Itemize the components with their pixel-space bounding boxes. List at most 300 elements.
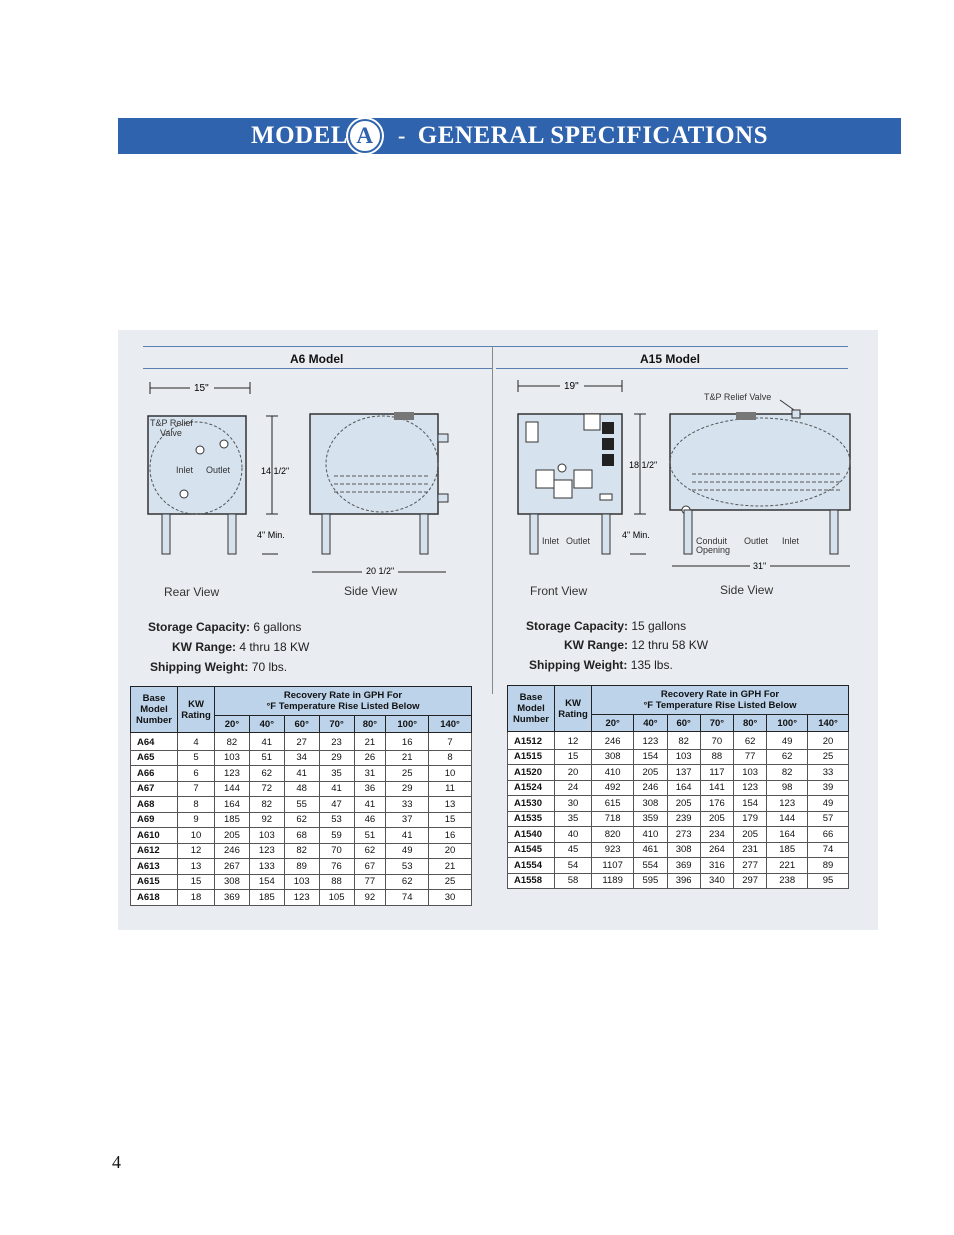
- a6-kw-cell: 9: [178, 812, 215, 828]
- a15-rate-cell: 718: [592, 811, 634, 827]
- a15-temp-header: 100°: [767, 715, 808, 732]
- title-banner: [118, 118, 901, 154]
- a15-side-leg-right: [830, 510, 838, 554]
- a15-rate-cell: 246: [592, 732, 634, 750]
- a15-rate-cell: 144: [767, 811, 808, 827]
- a15-model-cell: A1554: [508, 858, 555, 874]
- a6-rate-cell: 62: [354, 843, 386, 859]
- a15-rate-cell: 308: [592, 749, 634, 765]
- a15-rate-cell: 176: [700, 796, 733, 812]
- a15-temp-header: 70°: [700, 715, 733, 732]
- a6-model-cell: A613: [131, 859, 178, 875]
- a6-rate-cell: 103: [249, 828, 284, 844]
- a6-model-cell: A618: [131, 890, 178, 906]
- a15-rate-cell: 82: [767, 765, 808, 781]
- a15-kw-cell: 35: [555, 811, 592, 827]
- a6-rear-leg-left: [162, 514, 170, 554]
- a6-rate-cell: 21: [429, 859, 472, 875]
- a15-rate-cell: 308: [634, 796, 667, 812]
- a6-rate-cell: 72: [249, 781, 284, 797]
- a15-rate-cell: 277: [734, 858, 767, 874]
- a6-table-row: [131, 766, 472, 782]
- a15-table-row: [508, 842, 849, 858]
- a15-rate-cell: 123: [734, 780, 767, 796]
- a6-temp-header: 140°: [429, 716, 472, 733]
- a6-side-leg-left: [322, 514, 330, 554]
- a6-width-dimension: [150, 381, 250, 394]
- a15-rate-cell: 103: [734, 765, 767, 781]
- a15-side-leg-left: [684, 510, 692, 554]
- a15-kw-range: KW Range: 12 thru 58 KW: [564, 638, 709, 652]
- a6-rate-cell: 103: [284, 874, 319, 890]
- header-top-rule: [143, 346, 848, 347]
- a15-drawing: [496, 370, 878, 610]
- a6-rate-cell: 41: [354, 797, 386, 813]
- a6-model-cell: A64: [131, 733, 178, 751]
- a6-recovery-table: [130, 686, 472, 906]
- a6-rate-cell: 47: [319, 797, 354, 813]
- a15-rate-cell: 492: [592, 780, 634, 796]
- a15-model-cell: A1524: [508, 780, 555, 796]
- a15-rate-cell: 231: [734, 842, 767, 858]
- a15-front-leg-left: [530, 514, 538, 554]
- a15-rate-cell: 57: [808, 811, 849, 827]
- a15-table-row: [508, 780, 849, 796]
- a6-rate-cell: 25: [386, 766, 429, 782]
- banner-specs-word: GENERAL SPECIFICATIONS: [417, 122, 768, 149]
- a6-rate-cell: 41: [319, 781, 354, 797]
- a6-rate-cell: 369: [215, 890, 250, 906]
- a15-temp-header: 40°: [634, 715, 667, 732]
- a6-rate-cell: 55: [284, 797, 319, 813]
- a6-rate-cell: 185: [249, 890, 284, 906]
- a6-rate-cell: 23: [319, 733, 354, 751]
- a15-kw-cell: 40: [555, 827, 592, 843]
- a15-kw-cell: 15: [555, 749, 592, 765]
- a6-rate-cell: 123: [215, 766, 250, 782]
- a6-rate-cell: 133: [249, 859, 284, 875]
- a15-rate-cell: 62: [767, 749, 808, 765]
- a15-rate-cell: 82: [667, 732, 700, 750]
- a6-rate-cell: 92: [354, 890, 386, 906]
- a6-shipping-weight: Shipping Weight: 70 lbs.: [150, 660, 288, 674]
- a15-depth-label: 31": [753, 561, 767, 571]
- a15-table-row: [508, 858, 849, 874]
- a15-side-vent: [736, 412, 756, 420]
- a6-rate-cell: 51: [249, 750, 284, 766]
- a15-side-view-label: Side View: [720, 583, 774, 597]
- a15-height-label: 18 1/2": [629, 460, 658, 470]
- a15-rate-cell: 595: [634, 873, 667, 889]
- a15-rate-cell: 239: [667, 811, 700, 827]
- a15-rate-cell: 154: [734, 796, 767, 812]
- a6-rear-leg-right: [228, 514, 236, 554]
- a6-rate-cell: 77: [354, 874, 386, 890]
- a15-rate-cell: 95: [808, 873, 849, 889]
- a15-rate-cell: 369: [667, 858, 700, 874]
- a6-table-row: [131, 843, 472, 859]
- a6-rate-cell: 26: [354, 750, 386, 766]
- a15-rate-cell: 205: [667, 796, 700, 812]
- a15-table-row: [508, 749, 849, 765]
- a15-model-cell: A1535: [508, 811, 555, 827]
- a6-rate-cell: 16: [386, 733, 429, 751]
- a15-temp-header: 80°: [734, 715, 767, 732]
- a6-kw-cell: 10: [178, 828, 215, 844]
- a15-model-cell: A1545: [508, 842, 555, 858]
- a15-side-inlet-label: Inlet: [782, 536, 800, 546]
- a6-drawing: [118, 370, 492, 610]
- a6-rate-cell: 267: [215, 859, 250, 875]
- banner-title: [251, 121, 768, 151]
- a15-rate-cell: 264: [700, 842, 733, 858]
- a15-rate-cell: 205: [700, 811, 733, 827]
- a15-conduit-label: Conduit: [696, 536, 728, 546]
- a6-rate-cell: 41: [284, 766, 319, 782]
- a6-rate-cell: 33: [386, 797, 429, 813]
- a15-front-element-2: [554, 480, 572, 498]
- a6-kw-cell: 6: [178, 766, 215, 782]
- a15-table-row: [508, 811, 849, 827]
- a6-rate-cell: 185: [215, 812, 250, 828]
- a15-kw-cell: 24: [555, 780, 592, 796]
- a15-model-cell: A1515: [508, 749, 555, 765]
- a6-rate-cell: 13: [429, 797, 472, 813]
- a15-front-contactor-1: [602, 422, 614, 434]
- a6-header-bottom-rule: [143, 368, 492, 369]
- a15-rate-cell: 98: [767, 780, 808, 796]
- a6-rate-cell: 11: [429, 781, 472, 797]
- a6-table-row: [131, 781, 472, 797]
- a6-rate-cell: 30: [429, 890, 472, 906]
- a15-kw-cell: 58: [555, 873, 592, 889]
- a6-rate-cell: 51: [354, 828, 386, 844]
- a6-temp-header: 60°: [284, 716, 319, 733]
- a6-side-pipe-top: [438, 434, 448, 442]
- a6-rate-cell: 82: [215, 733, 250, 751]
- a15-rate-cell: 273: [667, 827, 700, 843]
- spec-panel: [118, 330, 878, 930]
- a6-table-row: [131, 890, 472, 906]
- a15-rate-cell: 1107: [592, 858, 634, 874]
- a6-rate-cell: 7: [429, 733, 472, 751]
- a15-rate-cell: 154: [634, 749, 667, 765]
- a6-temp-header: 40°: [249, 716, 284, 733]
- a6-inlet-label: Inlet: [176, 465, 194, 475]
- a15-kw-cell: 45: [555, 842, 592, 858]
- a15-table-row: [508, 796, 849, 812]
- a6-rate-cell: 21: [386, 750, 429, 766]
- a15-model-title: A15 Model: [640, 352, 701, 366]
- a6-tp-relief-label: T&P Relief: [150, 418, 193, 428]
- a6-rate-cell: 205: [215, 828, 250, 844]
- a15-front-switch: [526, 422, 538, 442]
- a6-model-cell: A612: [131, 843, 178, 859]
- a15-rate-cell: 410: [592, 765, 634, 781]
- a15-front-contactor-3: [602, 454, 614, 466]
- a15-rate-cell: 308: [667, 842, 700, 858]
- a6-kw-cell: 13: [178, 859, 215, 875]
- a6-kw-cell: 18: [178, 890, 215, 906]
- a6-inlet-port: [180, 490, 188, 498]
- a15-rate-cell: 89: [808, 858, 849, 874]
- a6-recovery-header: Recovery Rate in GPH For °F Temperature Rise Listed Below: [215, 687, 472, 716]
- a6-model-title: A6 Model: [290, 352, 344, 366]
- a15-rate-cell: 923: [592, 842, 634, 858]
- a6-rate-cell: 53: [319, 812, 354, 828]
- a15-rate-cell: 123: [767, 796, 808, 812]
- a6-model-cell: A610: [131, 828, 178, 844]
- a15-table-row: [508, 827, 849, 843]
- a6-rate-cell: 144: [215, 781, 250, 797]
- a6-temp-header: 80°: [354, 716, 386, 733]
- column-divider: [492, 346, 493, 694]
- a6-rate-cell: 35: [319, 766, 354, 782]
- model-a-badge: A: [350, 121, 380, 151]
- a6-rate-cell: 21: [354, 733, 386, 751]
- a15-side-outlet-label: Outlet: [744, 536, 769, 546]
- a6-kw-cell: 12: [178, 843, 215, 859]
- a6-side-pipe-bottom: [438, 494, 448, 502]
- a15-model-cell: A1540: [508, 827, 555, 843]
- a6-table-row: [131, 797, 472, 813]
- a15-rate-cell: 164: [667, 780, 700, 796]
- a15-rate-cell: 179: [734, 811, 767, 827]
- a6-rate-cell: 74: [386, 890, 429, 906]
- a6-rate-cell: 37: [386, 812, 429, 828]
- a15-model-cell: A1558: [508, 873, 555, 889]
- a6-model-cell: A66: [131, 766, 178, 782]
- a6-rate-cell: 46: [354, 812, 386, 828]
- a6-side-view-label: Side View: [344, 584, 398, 598]
- a15-model-cell: A1530: [508, 796, 555, 812]
- a15-rate-cell: 205: [634, 765, 667, 781]
- a15-front-inlet-label: Inlet: [542, 536, 560, 546]
- a15-side-relief-valve: [792, 410, 800, 418]
- a6-kw-cell: 15: [178, 874, 215, 890]
- a15-header-bottom-rule: [496, 368, 848, 369]
- a15-rate-cell: 49: [767, 732, 808, 750]
- a15-rate-cell: 74: [808, 842, 849, 858]
- a15-rate-cell: 70: [700, 732, 733, 750]
- a6-rate-cell: 164: [215, 797, 250, 813]
- a15-rate-cell: 615: [592, 796, 634, 812]
- a15-rate-cell: 25: [808, 749, 849, 765]
- a15-rate-cell: 340: [700, 873, 733, 889]
- a6-temp-header: 100°: [386, 716, 429, 733]
- a15-rate-cell: 88: [700, 749, 733, 765]
- a15-side-body: [670, 414, 850, 510]
- a15-rate-cell: 205: [734, 827, 767, 843]
- a15-kw-cell: 20: [555, 765, 592, 781]
- a6-rate-cell: 53: [386, 859, 429, 875]
- a15-front-element-3: [574, 470, 592, 488]
- a6-height-label: 14 1/2": [261, 466, 290, 476]
- a15-rate-cell: 33: [808, 765, 849, 781]
- a15-front-thermostat: [558, 464, 566, 472]
- a15-front-view-label: Front View: [530, 584, 588, 598]
- a6-rate-cell: 123: [284, 890, 319, 906]
- a15-front-element-1: [536, 470, 554, 488]
- a15-rate-cell: 20: [808, 732, 849, 750]
- a15-model-cell: A1520: [508, 765, 555, 781]
- a15-temp-header: 60°: [667, 715, 700, 732]
- a15-front-indicator: [600, 494, 612, 500]
- a6-table-row: [131, 750, 472, 766]
- a6-rate-cell: 20: [429, 843, 472, 859]
- a6-relief-valve-port: [196, 446, 204, 454]
- a6-rate-cell: 88: [319, 874, 354, 890]
- a6-rate-cell: 154: [249, 874, 284, 890]
- a15-rate-cell: 103: [667, 749, 700, 765]
- a15-shipping-weight: Shipping Weight: 135 lbs.: [529, 658, 673, 672]
- a15-temp-header: 140°: [808, 715, 849, 732]
- a6-rate-cell: 82: [284, 843, 319, 859]
- a15-rate-cell: 137: [667, 765, 700, 781]
- a15-depth-dimension: [672, 559, 850, 572]
- a6-rate-cell: 49: [386, 843, 429, 859]
- banner-dash: -: [397, 123, 406, 148]
- a6-rate-cell: 308: [215, 874, 250, 890]
- a15-rate-cell: 246: [634, 780, 667, 796]
- a6-rate-cell: 15: [429, 812, 472, 828]
- a6-depth-dimension: [312, 564, 446, 577]
- a15-table-row: [508, 732, 849, 750]
- a15-opening-label: Opening: [696, 545, 731, 555]
- a15-rate-cell: 396: [667, 873, 700, 889]
- page-number: 4: [112, 1152, 121, 1172]
- a6-rate-cell: 41: [249, 733, 284, 751]
- a15-front-outlet-label: Outlet: [566, 536, 591, 546]
- a6-rate-cell: 68: [284, 828, 319, 844]
- a6-rate-cell: 48: [284, 781, 319, 797]
- a6-height-dimension: [257, 416, 289, 554]
- a6-temp-header: 70°: [319, 716, 354, 733]
- a6-kw-cell: 4: [178, 733, 215, 751]
- a15-rate-cell: 221: [767, 858, 808, 874]
- a6-rate-cell: 31: [354, 766, 386, 782]
- a15-rate-cell: 820: [592, 827, 634, 843]
- a15-rate-cell: 359: [634, 811, 667, 827]
- a6-min-clearance-label: 4" Min.: [257, 530, 285, 540]
- a15-kw-rating-header: KW Rating: [555, 686, 592, 732]
- a6-rear-view-label: Rear View: [164, 585, 220, 599]
- a6-rate-cell: 89: [284, 859, 319, 875]
- a15-kw-cell: 54: [555, 858, 592, 874]
- a6-rate-cell: 103: [215, 750, 250, 766]
- a6-outlet-label: Outlet: [206, 465, 231, 475]
- a15-front-contactor-2: [602, 438, 614, 450]
- a6-kw-cell: 7: [178, 781, 215, 797]
- a6-table-row: [131, 828, 472, 844]
- a6-kw-cell: 8: [178, 797, 215, 813]
- a6-model-cell: A69: [131, 812, 178, 828]
- a6-rate-cell: 62: [284, 812, 319, 828]
- a15-rate-cell: 185: [767, 842, 808, 858]
- a6-rate-cell: 70: [319, 843, 354, 859]
- a6-table-row: [131, 874, 472, 890]
- a6-rate-cell: 10: [429, 766, 472, 782]
- a15-table-row: [508, 873, 849, 889]
- a15-front-leg-right: [602, 514, 610, 554]
- a15-rate-cell: 62: [734, 732, 767, 750]
- a15-table-row: [508, 765, 849, 781]
- a6-rate-cell: 27: [284, 733, 319, 751]
- a6-model-cell: A65: [131, 750, 178, 766]
- a15-base-model-header: Base Model Number: [508, 686, 555, 732]
- a15-rate-cell: 1189: [592, 873, 634, 889]
- a15-rate-cell: 49: [808, 796, 849, 812]
- a6-rate-cell: 76: [319, 859, 354, 875]
- a6-rate-cell: 105: [319, 890, 354, 906]
- a6-rate-cell: 59: [319, 828, 354, 844]
- a6-rate-cell: 41: [386, 828, 429, 844]
- a6-rate-cell: 67: [354, 859, 386, 875]
- a15-rate-cell: 316: [700, 858, 733, 874]
- a6-rate-cell: 62: [249, 766, 284, 782]
- a6-rate-cell: 62: [386, 874, 429, 890]
- a15-rate-cell: 66: [808, 827, 849, 843]
- a15-rate-cell: 234: [700, 827, 733, 843]
- a15-rate-cell: 77: [734, 749, 767, 765]
- a6-kw-rating-header: KW Rating: [178, 687, 215, 733]
- a15-rate-cell: 117: [700, 765, 733, 781]
- a15-rate-cell: 39: [808, 780, 849, 796]
- a15-rate-cell: 461: [634, 842, 667, 858]
- a6-base-model-header: Base Model Number: [131, 687, 178, 733]
- a15-temp-header: 20°: [592, 715, 634, 732]
- a6-rate-cell: 123: [249, 843, 284, 859]
- a15-rate-cell: 123: [634, 732, 667, 750]
- a15-model-cell: A1512: [508, 732, 555, 750]
- a15-rate-cell: 141: [700, 780, 733, 796]
- a15-tp-relief-label: T&P Relief Valve: [704, 392, 772, 402]
- a6-outlet-port: [220, 440, 228, 448]
- a6-side-vent: [394, 412, 414, 420]
- a15-storage-capacity: Storage Capacity: 15 gallons: [526, 619, 687, 633]
- a15-rate-cell: 554: [634, 858, 667, 874]
- a6-width-label: 15": [194, 383, 209, 394]
- a15-rate-cell: 410: [634, 827, 667, 843]
- a6-table-row: [131, 733, 472, 751]
- a15-rate-cell: 238: [767, 873, 808, 889]
- a6-rate-cell: 25: [429, 874, 472, 890]
- a6-model-cell: A67: [131, 781, 178, 797]
- a15-width-dimension: [518, 379, 622, 392]
- a15-front-terminal: [584, 414, 600, 430]
- a6-kw-range: KW Range: 4 thru 18 KW: [172, 640, 310, 654]
- a6-valve-label: Valve: [160, 428, 182, 438]
- a6-table-row: [131, 812, 472, 828]
- a15-rate-cell: 297: [734, 873, 767, 889]
- a15-min-clearance-label: 4" Min.: [622, 530, 650, 540]
- a15-recovery-table: [507, 685, 849, 889]
- a6-side-body: [310, 414, 438, 514]
- a6-rate-cell: 82: [249, 797, 284, 813]
- a6-model-cell: A68: [131, 797, 178, 813]
- a6-side-leg-right: [420, 514, 428, 554]
- a15-rate-cell: 164: [767, 827, 808, 843]
- a6-depth-label: 20 1/2": [366, 566, 395, 576]
- a15-kw-cell: 30: [555, 796, 592, 812]
- a6-rate-cell: 16: [429, 828, 472, 844]
- a15-recovery-header: Recovery Rate in GPH For °F Temperature Rise Listed Below: [592, 686, 849, 715]
- banner-model-word: MODEL: [251, 122, 348, 149]
- a6-rate-cell: 8: [429, 750, 472, 766]
- a6-temp-header: 20°: [215, 716, 250, 733]
- a15-width-label: 19": [564, 381, 579, 392]
- a6-kw-cell: 5: [178, 750, 215, 766]
